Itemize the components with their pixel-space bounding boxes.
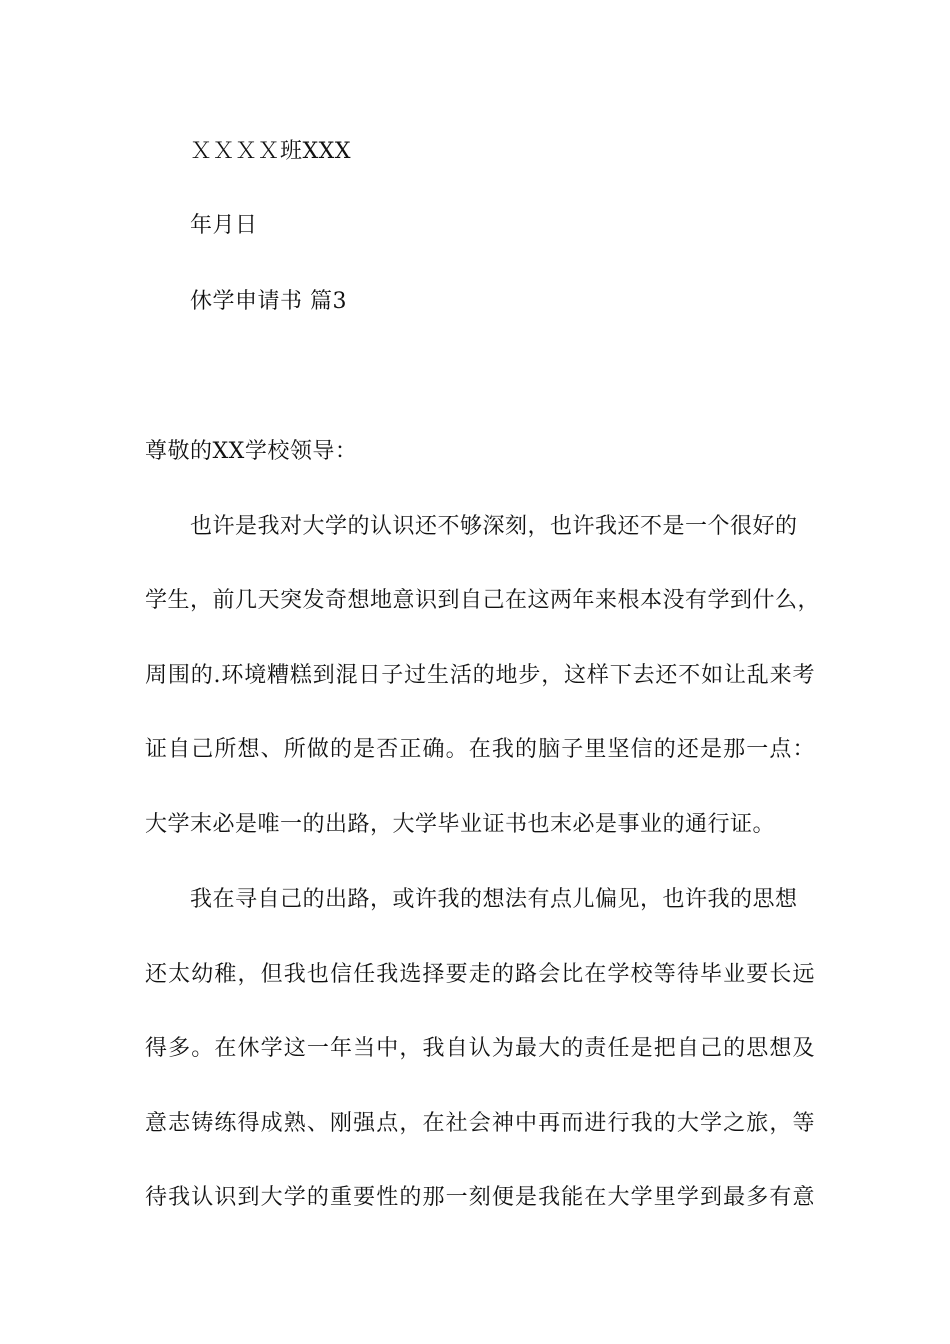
section-title: 休学申请书 篇3 <box>190 289 347 314</box>
paragraph-line: 得多。在休学这一年当中，我自认为最大的责任是把自己的思想及 <box>145 1036 815 1061</box>
paragraph-line: 学生，前几天突发奇想地意识到自己在这两年来根本没有学到什么， <box>145 588 821 613</box>
date-line: 年月日 <box>190 213 258 238</box>
paragraph-line: 意志铸练得成熟、刚强点，在社会神中再而进行我的大学之旅，等 <box>145 1111 815 1136</box>
paragraph-line: 也许是我对大学的认识还不够深刻，也许我还不是一个很好的 <box>190 514 798 539</box>
salutation: 尊敬的XX学校领导： <box>145 439 358 464</box>
paragraph-line: 证自己所想、所做的是否正确。在我的脑子里坚信的还是那一点： <box>145 737 815 762</box>
paragraph-line: 大学末必是唯一的出路，大学毕业证书也末必是事业的通行证。 <box>145 812 776 837</box>
signature-line: ＸＸＸＸ班XXX <box>190 139 351 164</box>
paragraph-line: 周围的.环境糟糕到混日子过生活的地步，这样下去还不如让乱来考 <box>145 663 815 688</box>
paragraph-line: 待我认识到大学的重要性的那一刻便是我能在大学里学到最多有意 <box>145 1185 815 1210</box>
paragraph-line: 还太幼稚，但我也信任我选择要走的路会比在学校等待毕业要长远 <box>145 962 815 987</box>
paragraph-line: 我在寻自己的出路，或许我的想法有点儿偏见，也许我的思想 <box>190 887 798 912</box>
